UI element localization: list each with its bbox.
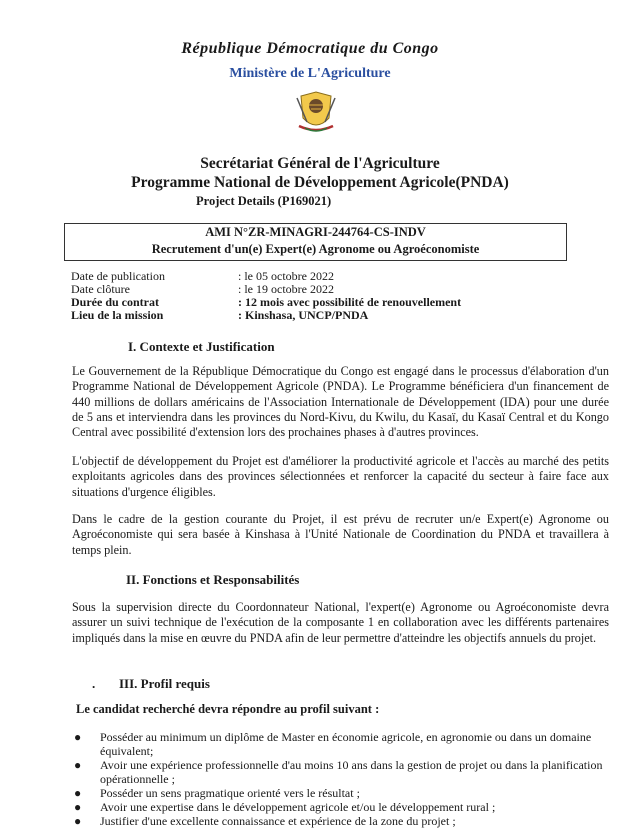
- list-item: [74, 758, 604, 786]
- section-1-paragraph-1: Le Gouvernement de la République Démocratique du Congo est engagé dans le processus d'élaboration d'un Programme National de Développement Agricole (PNDA). Le Programme bénéficiera d'un financement de 440 millions de dollars américains de l'Association Internationale de Développement (IDA) pour une durée de 5 ans et interviendra dans les provinces du Nord-Kivu, du Kwilu, du Kasaï, du Kasaï Central et du Kongo Central avec possibilité d'extension lors des prochaines phases à d'autres provinces.: [72, 364, 609, 440]
- info-value: : Kinshasa, UNCP/PNDA: [238, 308, 369, 322]
- section-1-title: I. Contexte et Justification: [128, 339, 275, 354]
- ministry-heading: Ministère de L'Agriculture: [229, 66, 391, 81]
- section-2-paragraph-1: Sous la supervision directe du Coordonnateur National, l'expert(e) Agronome ou Agroéconomiste devra assurer un suivi technique de l'exécution de la composante 1 en collaboration avec les différents partenaires impliqués dans la mise en œuvre du PNDA afin de leur permettre d'atteindre les objectifs annuels du projet.: [72, 600, 609, 645]
- list-item-text: Avoir une expertise dans le développement agricole et/ou le développement rural ;: [100, 800, 496, 814]
- info-label: Durée du contrat: [71, 295, 159, 309]
- bullet-icon: ●: [74, 814, 82, 828]
- list-item: [74, 800, 604, 814]
- info-label: Lieu de la mission: [71, 308, 164, 322]
- profile-list: [74, 730, 604, 828]
- info-label: Date clôture: [71, 282, 130, 296]
- list-item-text: Justifier d'une excellente connaissance et expérience de la zone du projet ;: [100, 814, 456, 828]
- section-3-title-marker: .: [92, 676, 96, 691]
- section-1-paragraph-2: L'objectif de développement du Projet est d'améliorer la productivité agricole et l'accès au marché des petits exploitants agricoles dans des provinces sélectionnées et renforcer la capacité du secteur à faire face aux situations d'urgence éligibles.: [72, 454, 609, 499]
- ami-reference: AMI N°ZR-MINAGRI-244764-CS-INDV: [205, 225, 426, 239]
- section-3-title: III. Profil requis: [119, 676, 210, 691]
- project-details: Project Details (P169021): [196, 194, 332, 208]
- bullet-icon: ●: [74, 758, 82, 772]
- programme-heading: Programme National de Développement Agricole(PNDA): [131, 174, 509, 191]
- section-1-paragraph-3: Dans le cadre de la gestion courante du Projet, il est prévu de recruter un/e Expert(e) Agronome ou Agroéconomiste qui sera basée à Kinshasa à l'Unité Nationale de Coordination du PNDA et travaillera à temps plein.: [72, 512, 609, 557]
- info-label: Date de publication: [71, 269, 165, 283]
- list-item-text: Posséder un sens pragmatique orienté vers le résultat ;: [100, 786, 360, 800]
- list-item: [74, 814, 604, 828]
- list-item-text: Avoir une expérience professionnelle d'au moins 10 ans dans la gestion de projet ou dans la planification opérationnelle ;: [100, 758, 603, 786]
- info-value: : le 05 octobre 2022: [238, 269, 334, 283]
- national-emblem-icon: [291, 88, 341, 138]
- section-3-lead: Le candidat recherché devra répondre au profil suivant :: [76, 702, 380, 716]
- section-2-title: II. Fonctions et Responsabilités: [126, 572, 300, 587]
- republic-heading: République Démocratique du Congo: [181, 40, 439, 57]
- bullet-icon: ●: [74, 800, 82, 814]
- list-item: [74, 730, 604, 758]
- info-row: [71, 309, 461, 322]
- bullet-icon: ●: [74, 786, 82, 800]
- info-value: : 12 mois avec possibilité de renouvellement: [238, 295, 462, 309]
- info-table: [71, 270, 461, 322]
- bullet-icon: ●: [74, 730, 82, 744]
- secretariat-heading: Secrétariat Général de l'Agriculture: [200, 155, 440, 172]
- recruitment-title: Recrutement d'un(e) Expert(e) Agronome ou Agroéconomiste: [151, 242, 480, 256]
- list-item: [74, 786, 604, 800]
- list-item-text: Posséder au minimum un diplôme de Master en économie agricole, en agronomie ou dans un domaine équivalent;: [100, 730, 592, 758]
- info-value: : le 19 octobre 2022: [238, 282, 334, 296]
